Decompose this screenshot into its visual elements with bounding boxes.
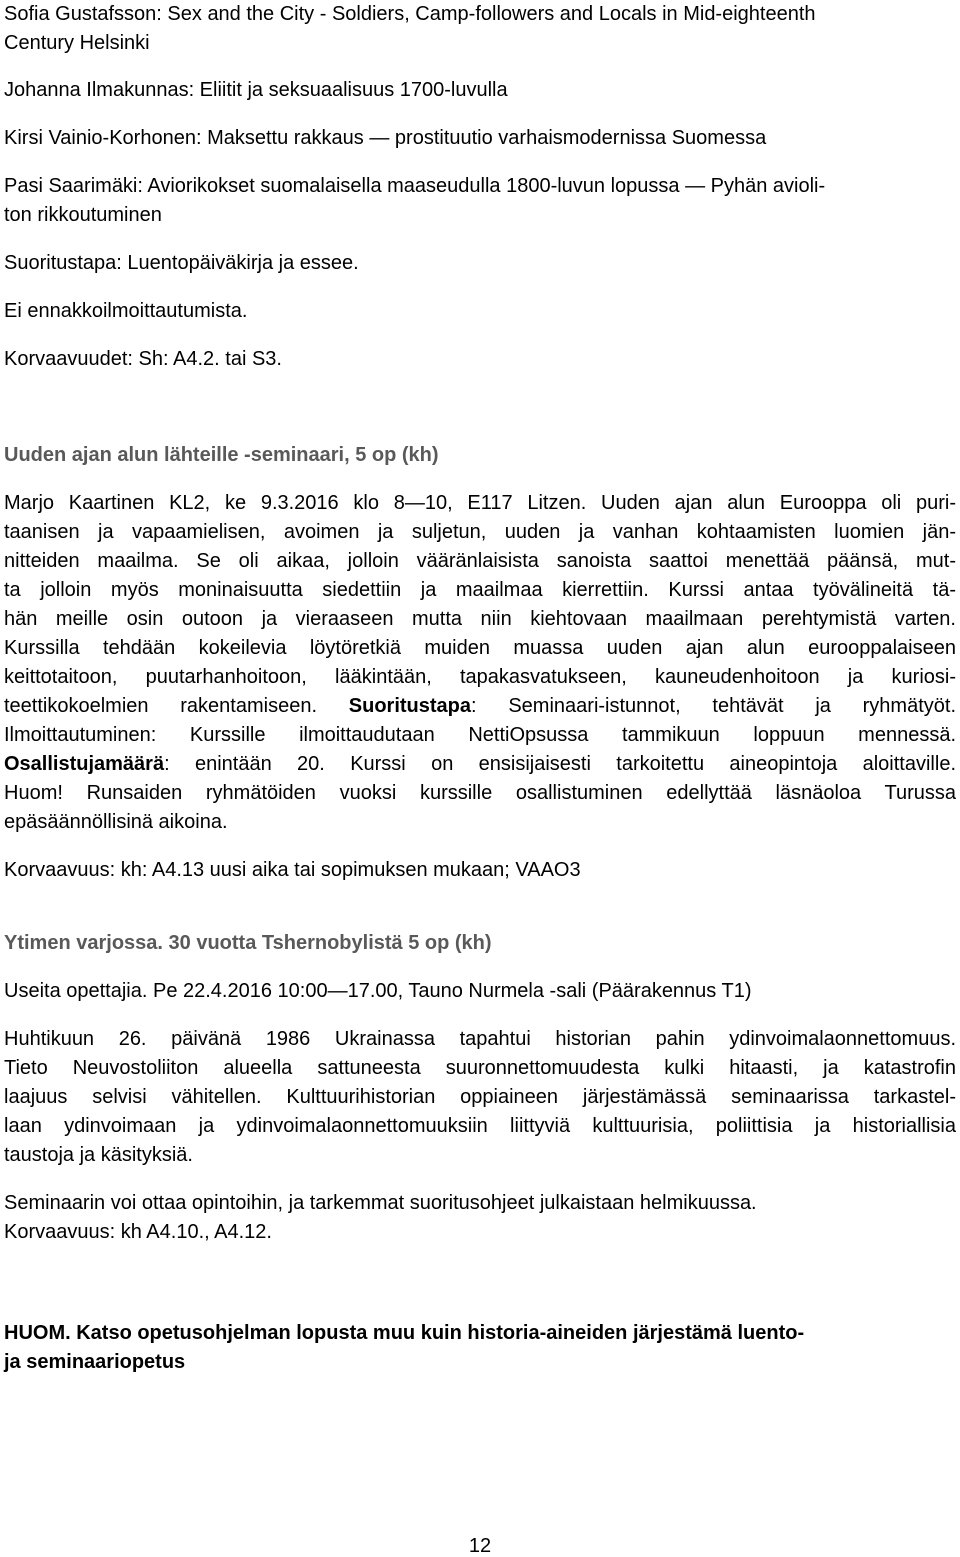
lecture-item-saarimaki-cont: ton rikkoutuminen [4, 204, 162, 226]
course-paragraph-line: keittotaitoon, puutarhanhoitoon, lääkintään, tapakasvatukseen, kauneudenhoitoon ja kuriosi- [4, 666, 956, 688]
course-paragraph-line: hän meille osin outoon ja vieraaseen mutta niin kiehtovaan maailmaan perehtymistä varten. [4, 608, 956, 630]
korvaavuus-line: Korvaavuus: kh A4.10., A4.12. [4, 1221, 272, 1243]
text-span: Se oli aikaa, jolloin vääränlaisista sanoista saattoi menettää päänsä, mut- [178, 550, 956, 572]
course-paragraph-line [4, 491, 956, 515]
course-paragraph-line: Kurssilla tehdään kokeilevia löytöretkiä muiden muassa uuden ajan alun eurooppalaiseen [4, 637, 956, 659]
course-paragraph-line: laajuus selvisi vähitellen. Kulttuurihistorian oppiaineen järjestämässä seminaarissa tarkastel- [4, 1086, 956, 1108]
page-number: 12 [468, 1535, 492, 1557]
lecture-item-gustafsson-cont: Century Helsinki [4, 32, 150, 54]
course-paragraph-line: taanisen ja vapaamielisen, avoimen ja suljetun, uuden ja vanhan kohtaamisten luomien jän- [4, 521, 956, 543]
course-paragraph-line [4, 752, 956, 776]
course-teacher-time: Marjo Kaartinen KL2, ke 9.3.2016 klo 8―10, E117 Litzen. [4, 492, 587, 514]
text-span: : enintään 20. Kurssi on ensisijaisesti tarkoitettu aineopintoja aloittaville. [164, 753, 956, 775]
korvaavuus-line: Korvaavuus: kh: A4.13 uusi aika tai sopimuksen mukaan; VAAO3 [4, 859, 581, 881]
lecture-item-gustafsson: Sofia Gustafsson: Sex and the City - Soldiers, Camp-followers and Locals in Mid-eighteenth [4, 3, 816, 25]
text-span: teettikokoelmien rakentamiseen. [4, 695, 349, 717]
text-span: : Seminaari-istunnot, tehtävät ja ryhmätyöt. [471, 695, 956, 717]
course-desc-start: Uuden ajan alun Eurooppa oli puri- [586, 492, 956, 514]
course-paragraph-line [4, 549, 956, 573]
osallistujamaara-label: Osallistujamäärä [4, 753, 165, 775]
note-line: HUOM. Katso opetusohjelman lopusta muu kuin historia-aineiden järjestämä luento- [4, 1322, 805, 1344]
lecture-item-ilmakunnas: Johanna Ilmakunnas: Eliitit ja seksuaalisuus 1700-luvulla [4, 79, 508, 101]
course-paragraph-line: Huhtikuun 26. päivänä 1986 Ukrainassa tapahtui historian pahin ydinvoimalaonnettomuus. [4, 1028, 956, 1050]
lecture-item-vainio-korhonen: Kirsi Vainio-Korhonen: Maksettu rakkaus ― prostituutio varhaismodernissa Suomessa [4, 127, 767, 149]
course-paragraph-line: Ilmoittautuminen: Kurssille ilmoittaudutaan NettiOpsussa tammikuun loppuun mennessä. [4, 724, 956, 746]
registration-line: Ei ennakkoilmoittautumista. [4, 300, 248, 322]
course-paragraph-line [4, 578, 956, 602]
text-span: ta jolloin myös moninaisuutta siedettiin ja maailmaa kierrettiin. [4, 579, 649, 601]
korvaavuudet-line: Korvaavuudet: Sh: A4.2. tai S3. [4, 348, 282, 370]
seminaari-line: Seminaarin voi ottaa opintoihin, ja tarkemmat suoritusohjeet julkaistaan helmikuussa. [4, 1192, 757, 1214]
course-paragraph-line: epäsäännöllisinä aikoina. [4, 811, 228, 833]
course-paragraph-line: taustoja ja käsityksiä. [4, 1144, 193, 1166]
suoritustapa-label: Suoritustapa [348, 695, 472, 717]
text-span: nitteiden maailma. [4, 550, 179, 572]
text-span: Kurssi antaa työvälineitä tä- [648, 579, 956, 601]
course-paragraph-line: Tieto Neuvostoliiton alueella sattuneesta suuronnettomuudesta kulki hitaasti, ja katastrofin [4, 1057, 956, 1079]
suoritustapa-line: Suoritustapa: Luentopäiväkirja ja essee. [4, 252, 359, 274]
course-info-line: Useita opettajia. Pe 22.4.2016 10:00―17.00, Tauno Nurmela -sali (Päärakennus T1) [4, 980, 752, 1002]
course-paragraph-line: Huom! Runsaiden ryhmätöiden vuoksi kurssille osallistuminen edellyttää läsnäoloa Turussa [4, 782, 956, 804]
course-paragraph-line [4, 694, 956, 718]
note-line: ja seminaariopetus [4, 1351, 186, 1373]
course-heading-ytimen-varjossa: Ytimen varjossa. 30 vuotta Tshernobylistä 5 op (kh) [4, 932, 492, 954]
course-paragraph-line: laan ydinvoimaan ja ydinvoimalaonnettomuuksiin liittyviä kulttuurisia, poliittisia ja historiallisia [4, 1115, 956, 1137]
lecture-item-saarimaki: Pasi Saarimäki: Aviorikokset suomalaisella maaseudulla 1800-luvun lopussa ― Pyhän avioli- [4, 175, 826, 197]
course-heading-seminaari: Uuden ajan alun lähteille -seminaari, 5 op (kh) [4, 444, 439, 466]
